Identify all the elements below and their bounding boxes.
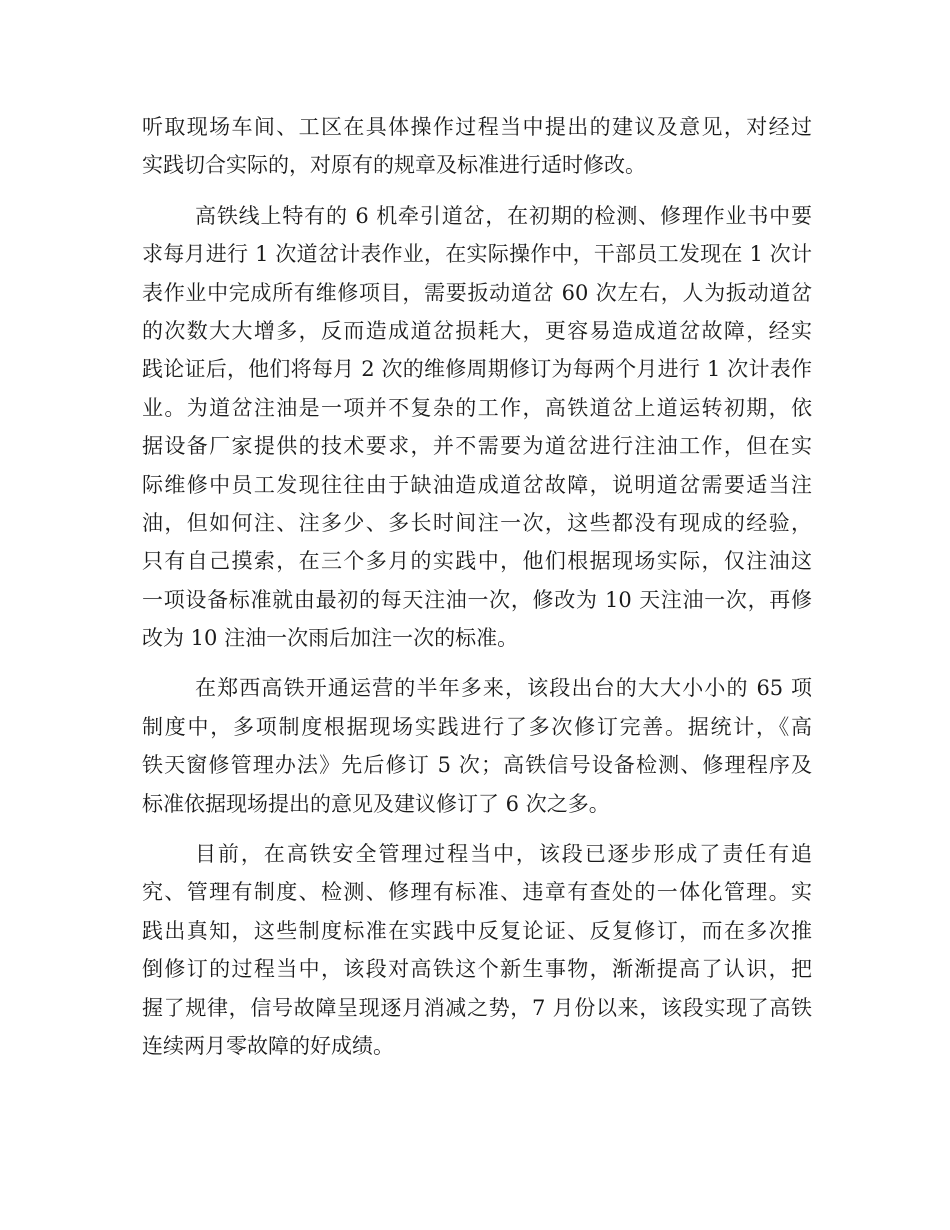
paragraph-line: 表作业中完成所有维修项目，需要扳动道岔 60 次左右，人为扳动道岔 [142, 280, 812, 305]
paragraph-line: 油，但如何注、注多少、多长时间注一次，这些都没有现成的经验， [142, 510, 812, 535]
paragraph-line: 高铁线上特有的 6 机牵引道岔，在初期的检测、修理作业书中要 [195, 203, 812, 228]
paragraph-1 [142, 108, 812, 185]
paragraph-line: 究、管理有制度、检测、修理有标准、违章有查处的一体化管理。实 [142, 880, 812, 905]
paragraph-line: 改为 10 注油一次雨后加注一次的标准。 [142, 626, 519, 651]
paragraph-line: 据设备厂家提供的技术要求，并不需要为道岔进行注油工作，但在实 [142, 434, 812, 459]
paragraph-line: 铁天窗修管理办法》先后修订 5 次；高铁信号设备检测、修理程序及 [142, 753, 812, 778]
paragraph-line: 践论证后，他们将每月 2 次的维修周期修订为每两个月进行 1 次计表作 [142, 357, 812, 382]
paragraph-line: 倒修订的过程当中，该段对高铁这个新生事物，渐渐提高了认识，把 [142, 957, 812, 982]
paragraph-line: 求每月进行 1 次道岔计表作业，在实际操作中，干部员工发现在 1 次计 [142, 242, 812, 267]
paragraph-line: 际维修中员工发现往往由于缺油造成道岔故障，说明道岔需要适当注 [142, 472, 812, 497]
paragraph-2 [142, 197, 812, 658]
paragraph-line: 实践切合实际的，对原有的规章及标准进行适时修改。 [142, 153, 646, 178]
paragraph-line: 制度中，多项制度根据现场实践进行了多次修订完善。据统计，《高 [142, 714, 812, 739]
paragraph-line: 目前，在高铁安全管理过程当中，该段已逐步形成了责任有追 [195, 842, 812, 867]
paragraph-line: 业。为道岔注油是一项并不复杂的工作，高铁道岔上道运转初期，依 [142, 395, 812, 420]
paragraph-line: 标准依据现场提出的意见及建议修订了 6 次之多。 [142, 791, 610, 816]
paragraph-line: 的次数大大增多，反而造成道岔损耗大，更容易造成道岔故障，经实 [142, 318, 812, 343]
paragraph-4 [142, 835, 812, 1065]
paragraph-line: 一项设备标准就由最初的每天注油一次，修改为 10 天注油一次，再修 [142, 587, 812, 612]
paragraph-line: 听取现场车间、工区在具体操作过程当中提出的建议及意见，对经过 [142, 115, 812, 139]
paragraph-line: 践出真知，这些制度标准在实践中反复论证、反复修订，而在多次推 [142, 918, 812, 943]
paragraph-line: 连续两月零故障的好成绩。 [142, 1033, 394, 1058]
paragraph-3 [142, 669, 812, 823]
paragraph-line: 握了规律，信号故障呈现逐月消减之势，7 月份以来，该段实现了高铁 [142, 995, 812, 1020]
paragraph-line: 在郑西高铁开通运营的半年多来，该段出台的大大小小的 65 项 [195, 676, 812, 701]
paragraph-line: 只有自己摸索，在三个多月的实践中，他们根据现场实际，仅注油这 [142, 549, 812, 574]
document-body [142, 108, 812, 1065]
